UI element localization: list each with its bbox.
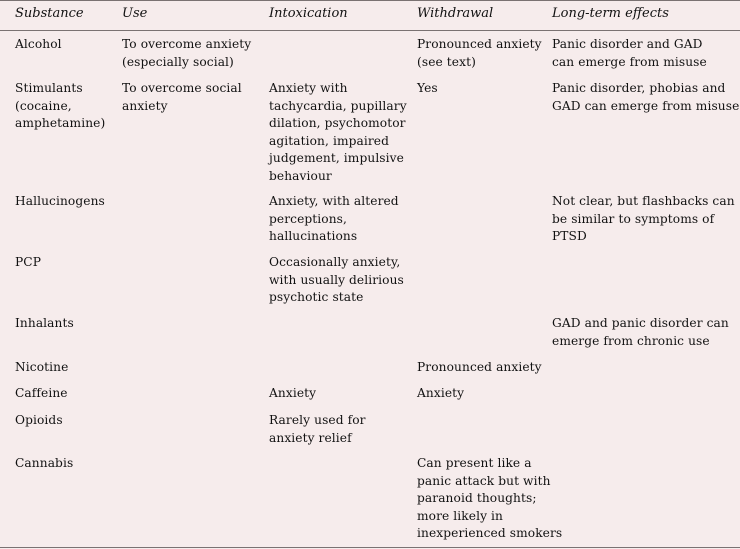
text-line: Anxiety [269, 386, 317, 400]
text-line: dilation, psychomotor [269, 116, 406, 131]
text-line: Caffeine [15, 386, 68, 400]
text-line: Rarely used for [269, 413, 366, 427]
row-opioids-substance [15, 412, 63, 430]
text-line: To overcome anxiety [122, 37, 252, 51]
row-caffeine-withdrawal [417, 385, 464, 403]
text-line: hallucinations [269, 229, 358, 244]
text-line: Panic disorder and GAD [552, 37, 703, 51]
text-line: paranoid thoughts; [417, 491, 537, 506]
table-top-rule [0, 0, 740, 1]
text-line: Anxiety [417, 386, 465, 400]
row-pcp-substance [15, 254, 41, 272]
text-line: PCP [15, 255, 42, 269]
row-hallucinogens-substance [15, 193, 105, 211]
row-alcohol-use [122, 36, 251, 71]
text-line: Stimulants [15, 81, 83, 95]
text-line: can emerge from misuse [552, 54, 707, 69]
text-line: emerge from chronic use [552, 333, 710, 348]
row-opioids-intoxication [269, 412, 366, 447]
row-stimulants-longterm [552, 80, 739, 115]
text-line: agitation, impaired [269, 133, 390, 148]
row-nicotine-withdrawal [417, 359, 542, 377]
text-line: (see text) [417, 54, 476, 69]
row-caffeine-intoxication [269, 385, 316, 403]
row-pcp-intoxication [269, 254, 404, 307]
row-cannabis-withdrawal [417, 455, 562, 543]
header-intoxication: Intoxication [269, 6, 348, 21]
text-line: with usually delirious [269, 272, 404, 287]
text-line: Cannabis [15, 456, 74, 470]
text-line: Anxiety with [269, 81, 348, 95]
text-line: Yes [417, 81, 438, 95]
text-line: tachycardia, pupillary [269, 98, 407, 113]
text-line: To overcome social [122, 81, 242, 95]
text-line: GAD can emerge from misuse [552, 98, 740, 113]
text-line: Pronounced anxiety [417, 37, 542, 51]
row-stimulants-intoxication [269, 80, 407, 186]
text-line: (especially social) [122, 54, 234, 69]
text-line: Anxiety, with altered [269, 194, 399, 208]
table-header-rule [0, 30, 740, 31]
text-line: Nicotine [15, 360, 69, 374]
row-stimulants-withdrawal [417, 80, 438, 98]
text-line: Panic disorder, phobias and [552, 81, 726, 95]
text-line: Inhalants [15, 316, 74, 330]
text-line: inexperienced smokers [417, 526, 563, 541]
text-line: Not clear, but flashbacks can [552, 194, 735, 208]
row-hallucinogens-longterm [552, 193, 735, 246]
row-inhalants-substance [15, 315, 74, 333]
row-nicotine-substance [15, 359, 68, 377]
text-line: more likely in [417, 508, 504, 523]
text-line: perceptions, [269, 211, 347, 226]
row-caffeine-substance [15, 385, 68, 403]
row-alcohol-longterm [552, 36, 707, 71]
table-bottom-rule [0, 547, 740, 548]
text-line: Occasionally anxiety, [269, 255, 401, 269]
header-long-term-effects: Long-term effects [552, 6, 669, 21]
text-line: Pronounced anxiety [417, 360, 542, 374]
text-line: anxiety relief [269, 430, 352, 445]
header-withdrawal: Withdrawal [417, 6, 494, 21]
text-line: anxiety [122, 98, 168, 113]
row-stimulants-use [122, 80, 242, 115]
text-line: PTSD [552, 229, 587, 244]
text-line: Hallucinogens [15, 194, 105, 208]
row-hallucinogens-intoxication [269, 193, 399, 246]
row-cannabis-substance [15, 455, 73, 473]
text-line: psychotic state [269, 290, 364, 305]
text-line: Opioids [15, 413, 63, 427]
text-line: Alcohol [15, 37, 62, 51]
header-use: Use [122, 6, 148, 21]
text-line: panic attack but with [417, 473, 551, 488]
header-substance: Substance [15, 6, 84, 21]
text-line: behaviour [269, 168, 332, 183]
row-alcohol-withdrawal [417, 36, 542, 71]
text-line: Can present like a [417, 456, 532, 470]
text-line: (cocaine, [15, 98, 72, 113]
row-stimulants-substance [15, 80, 105, 133]
text-line: amphetamine) [15, 116, 106, 131]
text-line: be similar to symptoms of [552, 211, 715, 226]
text-line: GAD and panic disorder can [552, 316, 729, 330]
text-line: judgement, impulsive [269, 151, 404, 166]
row-inhalants-longterm [552, 315, 729, 350]
row-alcohol-substance [15, 36, 62, 54]
